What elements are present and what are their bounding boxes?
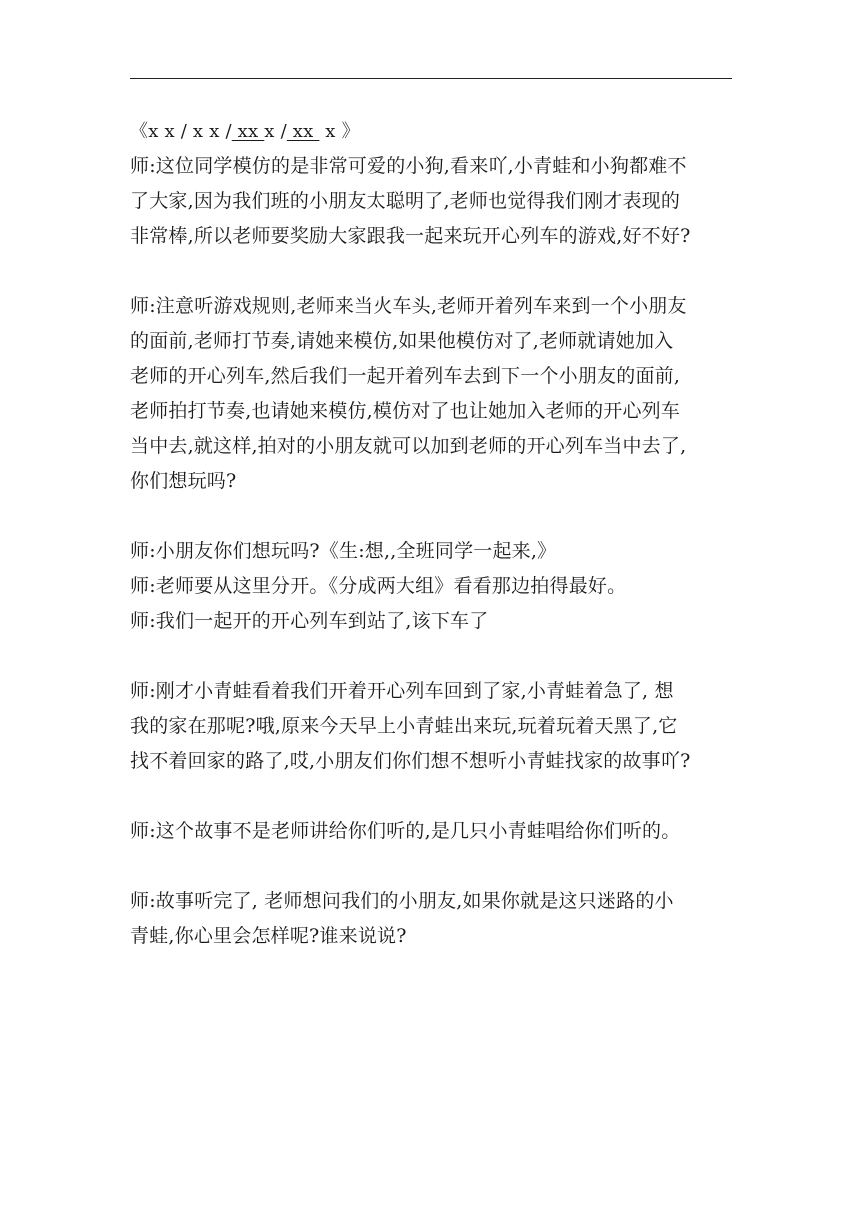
rhythm-close: x 》 [319,121,360,142]
text-line: 你们想玩吗? [130,470,237,492]
text-line: 老师拍打节奏,也请她来模仿,模仿对了也让她加入老师的开心列车 [130,400,681,422]
rhythm-underlined-2: xx [286,121,320,142]
rhythm-notation [130,114,742,149]
text-line: 师:老师要从这里分开。《分成两大组》看看那边拍得最好。 [130,575,627,597]
text-line: 的面前,老师打节奏,请她来模仿,如果他模仿对了,老师就请她加入 [130,330,674,352]
text-line: 我的家在那呢?哦,原来今天早上小青蛙出来玩,玩着玩着天黑了,它 [130,715,678,737]
text-line: 老师的开心列车,然后我们一起开着列车去到下一个小朋友的面前, [130,365,681,387]
blank-line [130,254,742,289]
text-line: 非常棒,所以老师要奖励大家跟我一起来玩开心列车的游戏,好不好? [130,225,691,247]
text-line: 找不着回家的路了,哎,小朋友们你们想不想听小青蛙找家的故事吖? [130,750,691,772]
document-body [130,114,742,954]
text-line: 师:刚才小青蛙看着我们开着开心列车回到了家,小青蛙着急了, 想 [130,680,674,702]
text-line: 师:这位同学模仿的是非常可爱的小狗,看来吖,小青蛙和小狗都难不 [130,155,687,177]
blank-line [130,849,742,884]
blank-line [130,779,742,814]
text-line: 师:我们一起开的开心列车到站了,该下车了 [130,610,489,632]
rhythm-underlined-1: xx [231,121,265,142]
text-line: 了大家,因为我们班的小朋友太聪明了,老师也觉得我们刚才表现的 [130,190,681,212]
text-line: 师:这个故事不是老师讲给你们听的,是几只小青蛙唱给你们听的。 [130,820,681,842]
text-line: 师:注意听游戏规则,老师来当火车头,老师开着列车来到一个小朋友 [130,295,687,317]
blank-line [130,639,742,674]
text-line: 师:故事听完了, 老师想问我们的小朋友,如果你就是这只迷路的小 [130,890,674,912]
text-line: 师:小朋友你们想玩吗?《生:想,,全班同学一起来,》 [130,540,557,562]
rhythm-open: 《x x / x x / [130,121,232,142]
rhythm-mid: x / [264,121,287,142]
text-line: 青蛙,你心里会怎样呢?谁来说说? [130,925,407,947]
blank-line [130,499,742,534]
text-line: 当中去,就这样,拍对的小朋友就可以加到老师的开心列车当中去了, [130,435,687,457]
header-rule [130,78,732,79]
